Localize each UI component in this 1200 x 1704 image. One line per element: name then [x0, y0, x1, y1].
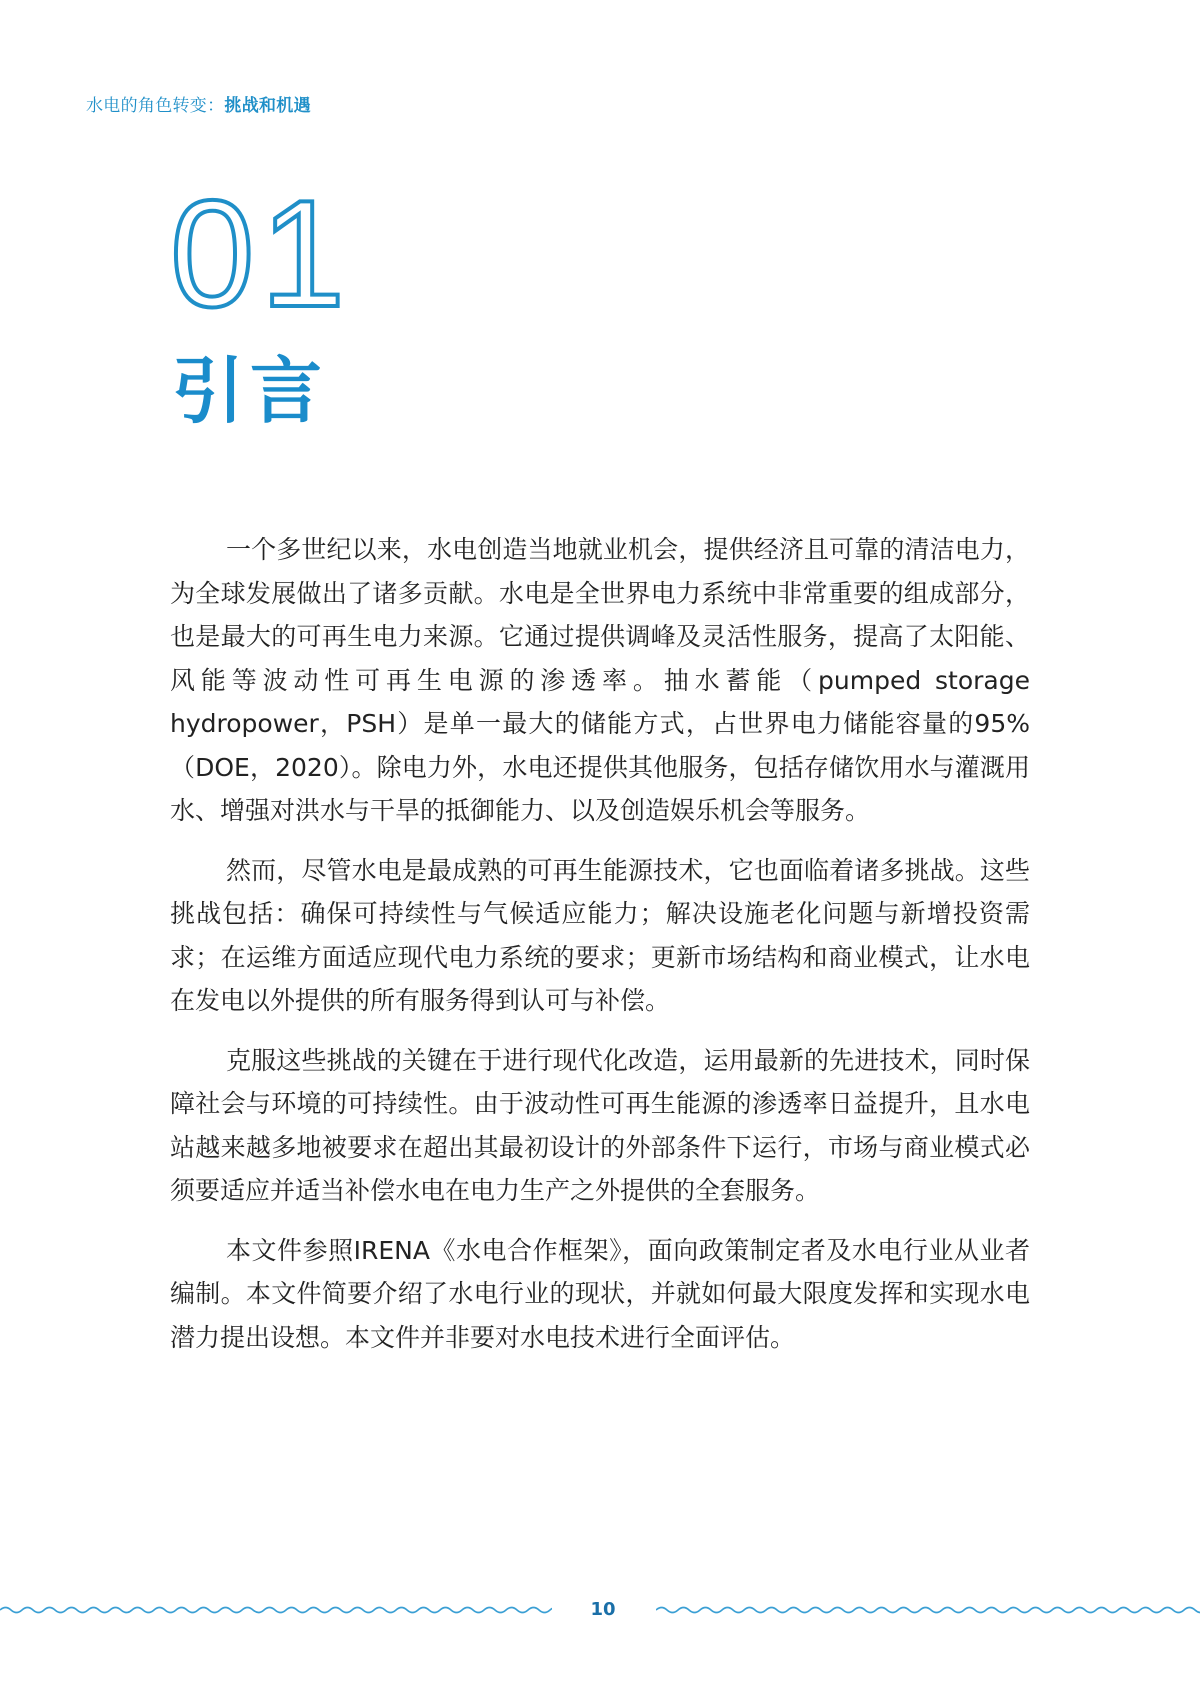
footer-wave-left [0, 1600, 552, 1620]
paragraph-1: 一个多世纪以来，水电创造当地就业机会，提供经济且可靠的清洁电力，为全球发展做出了诸多贡献。水电是全世界电力系统中非常重要的组成部分，也是最大的可再生电力来源。它通过提供调峰及灵活性服务，提高了太阳能、风能等波动性可再生电源的渗透率。抽水蓄能（pumped storage hydropower，PSH）是单一最大的储能方式，占世界电力储能容量的95%（DOE，2020）。除电力外，水电还提供其他服务，包括存储饮用水与灌溉用水、增强对洪水与干旱的抵御能力、以及创造娱乐机会等服务。 [170, 535, 1030, 825]
paragraph-3: 克服这些挑战的关键在于进行现代化改造，运用最新的先进技术，同时保障社会与环境的可持续性。由于波动性可再生能源的渗透率日益提升，且水电站越来越多地被要求在超出其最初设计的外部条件下运行，市场与商业模式必须要适应并适当补偿水电在电力生产之外提供的全套服务。 [170, 1045, 1030, 1205]
body-text [170, 528, 1030, 1375]
chapter-number: 01 [170, 169, 352, 339]
paragraph-2: 然而，尽管水电是最成熟的可再生能源技术，它也面临着诸多挑战。这些挑战包括：确保可持续性与气候适应能力；解决设施老化问题与新增投资需求；在运维方面适应现代电力系统的要求；更新市场结构和商业模式，让水电在发电以外提供的所有服务得到认可与补偿。 [170, 855, 1030, 1015]
chapter-title: 引言 [172, 349, 329, 433]
footer-wave-right [656, 1600, 1200, 1620]
page-number: 10 [590, 1599, 616, 1620]
running-header-bold: 挑战和机遇 [224, 96, 311, 116]
running-header-regular: 水电的角色转变： [86, 96, 225, 116]
running-header [86, 91, 311, 116]
paragraph-4: 本文件参照IRENA《水电合作框架》，面向政策制定者及水电行业从业者编制。本文件简要介绍了水电行业的现状，并就如何最大限度发挥和实现水电潜力提出设想。本文件并非要对水电技术进行全面评估。 [170, 1235, 1030, 1352]
